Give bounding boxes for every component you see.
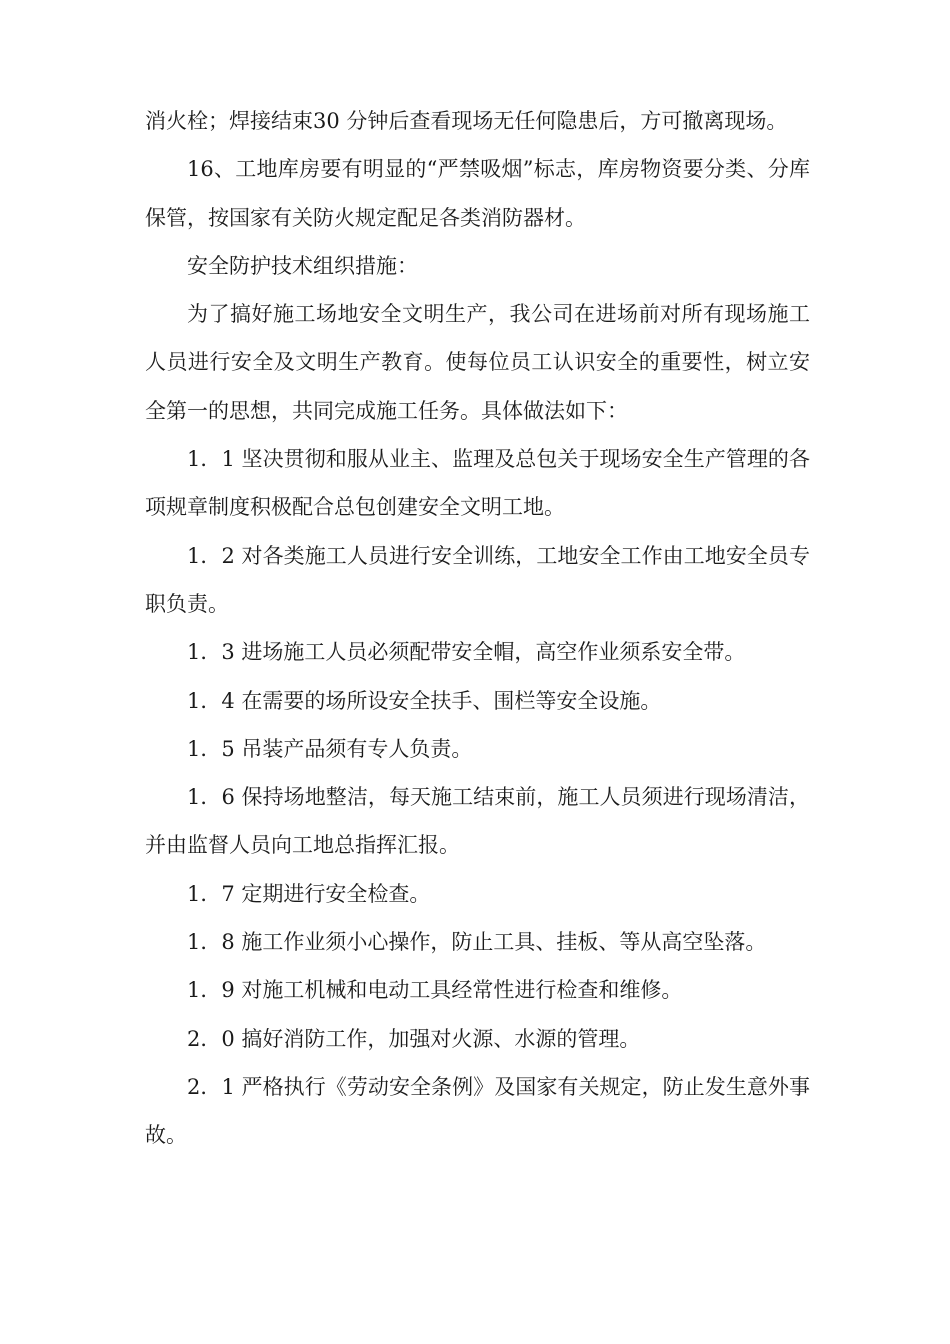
paragraph-item-1-5: 1．5 吊装产品须有专人负责。 <box>187 736 473 761</box>
paragraph-item-1-2: 1．2 对各类施工人员进行安全训练，工地安全工作由工地安全员专职负责。 <box>145 543 810 616</box>
paragraph-continuation: 消火栓；焊接结束30 分钟后查看现场无任何隐患后，方可撤离现场。 <box>145 109 788 133</box>
paragraph-item-2-0: 2．0 搞好消防工作，加强对火源、水源的管理。 <box>187 1026 641 1051</box>
paragraph-intro: 为了搞好施工场地安全文明生产，我公司在进场前对所有现场施工人员进行安全及文明生产教育。使每位员工认识安全的重要性，树立安全第一的思想，共同完成施工任务。具体做法如下： <box>145 302 810 423</box>
section-heading-safety-measures: 安全防护技术组织措施： <box>187 253 418 278</box>
paragraph-item-2-1: 2．1 严格执行《劳动安全条例》及国家有关规定，防止发生意外事故。 <box>145 1074 810 1148</box>
paragraph-item-1-1: 1．1 坚决贯彻和服从业主、监理及总包关于现场安全生产管理的各项规章制度积极配合总包创建安全文明工地。 <box>145 447 810 520</box>
paragraph-item-1-6: 1．6 保持场地整洁，每天施工结束前，施工人员须进行现场清洁，并由监督人员向工地总指挥汇报。 <box>145 785 810 858</box>
paragraph-item-1-9: 1．9 对施工机械和电动工具经常性进行检查和维修。 <box>187 978 683 1003</box>
paragraph-item-1-3: 1．3 进场施工人员必须配带安全帽，高空作业须系安全带。 <box>187 640 746 665</box>
paragraph-item-1-8: 1．8 施工作业须小心操作，防止工具、挂板、等从高空坠落。 <box>187 930 767 955</box>
document-body <box>145 97 810 1160</box>
paragraph-item-1-4: 1．4 在需要的场所设安全扶手、围栏等安全设施。 <box>187 688 662 713</box>
paragraph-item-1-7: 1．7 定期进行安全检查。 <box>187 881 431 906</box>
paragraph-item-16: 16、工地库房要有明显的“严禁吸烟”标志，库房物资要分类、分库保管，按国家有关防火规定配足各类消防器材。 <box>145 157 810 230</box>
